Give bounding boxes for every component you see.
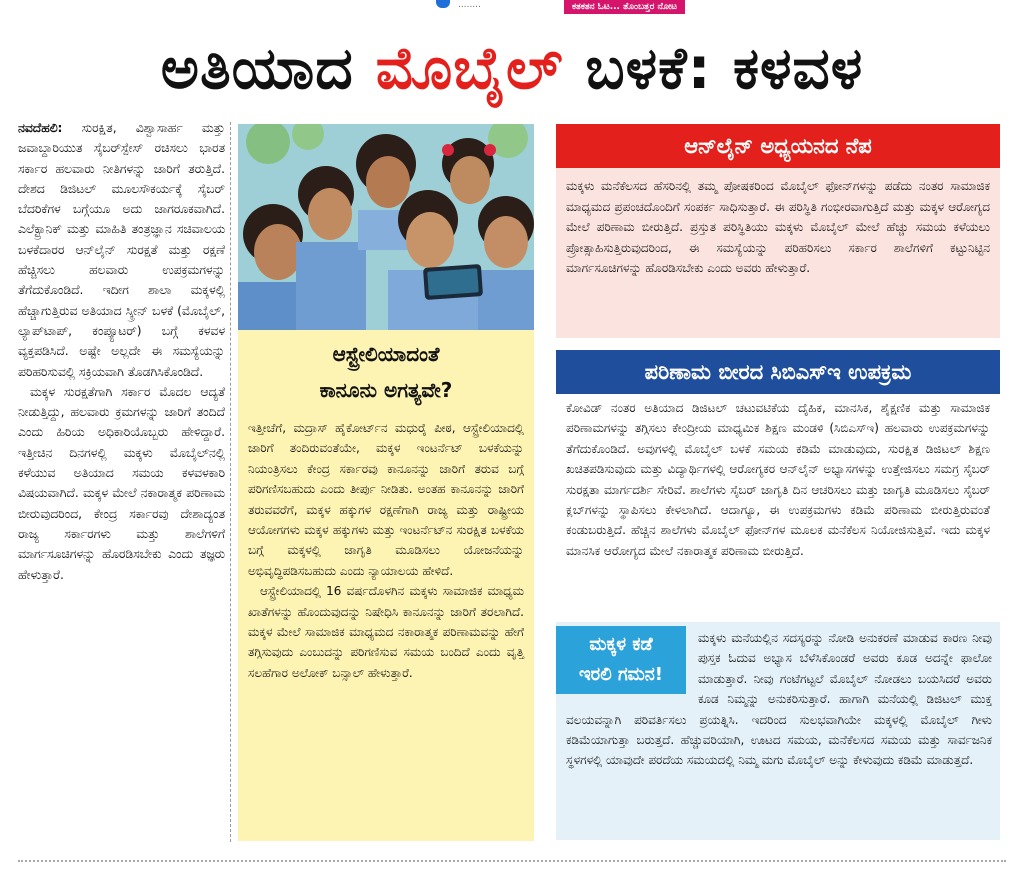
dateline: ನವದೆಹಲಿ:	[18, 121, 63, 135]
schoolgirls-with-phone-photo	[238, 124, 534, 330]
sidebar-body	[248, 418, 524, 683]
page-bottom-divider	[18, 860, 1006, 862]
sidebar-heading	[238, 336, 534, 408]
attention-children-box	[556, 622, 1000, 840]
top-small-text: ........	[458, 0, 481, 10]
sidebar-para-1: ಇತ್ತೀಚೆಗೆ, ಮದ್ರಾಸ್ ಹೈಕೋರ್ಟ್‌ನ ಮಧುರೈ ಪೀಠ, ಆಸ್ಟ್ರೇಲಿಯಾದಲ್ಲಿ ಜಾರಿಗೆ ತಂದಿರುವಂತೆಯೇ, ಮಕ್ಕಳ ಇಂಟರ್ನೆಟ್ ಬಳಕೆಯನ್ನು ನಿಯಂತ್ರಿಸಲು ಕೇಂದ್ರ ಸರ್ಕಾರವು ಕಾನೂನನ್ನು ಜಾರಿಗೆ ತರುವ ಬಗ್ಗೆ ಪರಿಗಣಿಸಬಹುದು ಎಂದು ತೀರ್ಪು ನೀಡಿತು. ಅಂತಹ ಕಾನೂನನ್ನು ಜಾರಿಗೆ ತರುವವರೆಗೆ, ಮಕ್ಕಳ ಹಕ್ಕುಗಳ ರಕ್ಷಣೆಗಾಗಿ ರಾಜ್ಯ ಮತ್ತು ರಾಷ್ಟ್ರೀಯ ಆಯೋಗಗಳು ಮಕ್ಕಳ ಹಕ್ಕುಗಳು ಮತ್ತು ಇಂಟರ್ನೆಟ್‌ನ ಸುರಕ್ಷಿತ ಬಳಕೆಯ ಬಗ್ಗೆ ಮಕ್ಕಳಲ್ಲಿ ಜಾಗೃತಿ ಮೂಡಿಸಲು ಯೋಜನೆಯನ್ನು ಅಭಿವೃದ್ಧಿಪಡಿಸಬಹುದು ಎಂದು ನ್ಯಾಯಾಲಯ ಹೇಳಿದೆ.	[248, 421, 524, 578]
online-study-heading: ಆನ್‌ಲೈನ್ ಅಧ್ಯಯನದ ನೆಪ	[556, 124, 1000, 168]
sidebar-heading-line-1: ಆಸ್ಟ್ರೇಲಿಯಾದಂತೆ	[332, 342, 440, 366]
australia-law-sidebar	[238, 330, 534, 841]
headline-part-1: ಅತಿಯಾದ	[160, 33, 354, 102]
online-study-body: ಮಕ್ಕಳು ಮನೆಕೆಲಸದ ಹೆಸರಿನಲ್ಲಿ ತಮ್ಮ ಪೋಷಕರಿಂದ ಮೊಬೈಲ್ ಫೋನ್‌ಗಳನ್ನು ಪಡೆದು ನಂತರ ಸಾಮಾಜಿಕ ಮಾಧ್ಯಮದ ಪ್ರಪಂಚದೊಂದಿಗೆ ಸಂಪರ್ಕ ಸಾಧಿಸುತ್ತಾರೆ. ಈ ಪರಿಸ್ಥಿತಿ ಗಂಭೀರವಾಗುತ್ತಿದೆ ಮತ್ತು ಮಕ್ಕಳ ಆರೋಗ್ಯದ ಮೇಲೆ ಪರಿಣಾಮ ಬೀರುತ್ತಿದೆ. ಪ್ರಸ್ತುತ ಪರಿಸ್ಥಿತಿಯು ಮಕ್ಕಳು ಮೊಬೈಲ್ ಮೇಲೆ ಹೆಚ್ಚು ಸಮಯ ಕಳೆಯಲು ಪ್ರೋತ್ಸಾಹಿಸುತ್ತಿರುವುದರಿಂದ, ಈ ಸಮಸ್ಯೆಯನ್ನು ಪರಿಹರಿಸಲು ಸರ್ಕಾರ ಶಾಲೆಗಳಿಗೆ ಕಟ್ಟುನಿಟ್ಟಿನ ಮಾರ್ಗಸೂಚಿಗಳನ್ನು ಹೊರಡಿಸಬೇಕು ಎಂದು ಅವರು ಹೇಳುತ್ತಾರೆ.	[556, 168, 1000, 338]
attention-tab-line-1: ಮಕ್ಕಳ ಕಡೆ	[589, 634, 653, 655]
anniversary-tag: ಕತಕತನ ಓಟ... ತೊಂಬತ್ತರ ನೋಟ	[564, 0, 685, 14]
attention-text: ಮಕ್ಕಳು ಮನೆಯಲ್ಲಿನ ಸದಸ್ಯರನ್ನು ನೋಡಿ ಅನುಕರಣೆ ಮಾಡುವ ಕಾರಣ ನೀವು ಪುಸ್ತಕ ಓದುವ ಅಭ್ಯಾಸ ಬೆಳೆಸಿಕೊಂಡರೆ ಅವರು ಕೂಡ ಅದನ್ನೇ ಫಾಲೋ ಮಾಡುತ್ತಾರೆ. ನೀವು ಗಂಟೆಗಟ್ಟಲೆ ಮೊಬೈಲ್ ನೋಡಲು ಬಯಸಿದರೆ ಅವರು ಕೂಡ ನಿಮ್ಮನ್ನು ಅನುಕರಿಸುತ್ತಾರೆ. ಹಾಗಾಗಿ ಮನೆಯಲ್ಲಿ ಡಿಜಿಟಲ್ ಮುಕ್ತ ವಲಯವನ್ನಾಗಿ ಪರಿವರ್ತಿಸಲು ಪ್ರಯತ್ನಿಸಿ. ಇದರಿಂದ ಸುಲಭವಾಗಿಯೇ ಮಕ್ಕಳಲ್ಲಿ ಮೊಬೈಲ್ ಗೀಳು ಕಡಿಮೆಯಾಗುತ್ತಾ ಬರುತ್ತದೆ. ಹೆಚ್ಚುವರಿಯಾಗಿ, ಊಟದ ಸಮಯ, ಮನೆಕೆಲಸದ ಸಮಯ ಮತ್ತು ಸಾರ್ವಜನಿಕ ಸ್ಥಳಗಳಲ್ಲಿ ಯಾವುದೇ ಪರದೆಯ ಸಮಯದಲ್ಲಿ ನಿಮ್ಮ ಮಗು ಮೊಬೈಲ್ ಅನ್ನು ಕೇಳುವುದು ಕಡಿಮೆ ಮಾಡುತ್ತದೆ.	[566, 631, 992, 768]
main-headline	[12, 22, 1012, 114]
sidebar-para-2: ಆಸ್ಟ್ರೇಲಿಯಾದಲ್ಲಿ 16 ವರ್ಷದೊಳಗಿನ ಮಕ್ಕಳು ಸಾಮಾಜಿಕ ಮಾಧ್ಯಮ ಖಾತೆಗಳನ್ನು ಹೊಂದುವುದನ್ನು ನಿಷೇಧಿಸಿ ಕಾನೂನನ್ನು ಜಾರಿಗೆ ತರಲಾಗಿದೆ. ಮಕ್ಕಳ ಮೇಲೆ ಸಾಮಾಜಿಕ ಮಾಧ್ಯಮದ ನಕಾರಾತ್ಮಕ ಪರಿಣಾಮವನ್ನು ಹೇಗೆ ತಗ್ಗಿಸುವುದು ಎಂಬುದನ್ನು ಪರಿಗಣಿಸುವ ಸಮಯ ಬಂದಿದೆ ಎಂದು ವೃತ್ತಿ ಸಲಹೆಗಾರ ಅಲೋಕ್ ಬನ್ಸಾಲ್ ಹೇಳುತ್ತಾರೆ.	[248, 584, 524, 680]
attention-tab-line-2: ಇರಲಿ ಗಮನ!	[578, 664, 664, 685]
headline-part-2-highlight: ಮೊಬೈಲ್	[375, 33, 564, 102]
main-article-column	[18, 118, 225, 585]
cbse-initiative-heading: ಪರಿಣಾಮ ಬೀರದ ಸಿಬಿಎಸ್‌ಇ ಉಪಕ್ರಮ	[556, 350, 1000, 394]
newspaper-logo-icon	[436, 0, 450, 8]
headline-part-3: ಬಳಕೆ: ಕಳವಳ	[585, 33, 864, 102]
sidebar-heading-line-2: ಕಾನೂನು ಅಗತ್ಯವೇ?	[319, 378, 453, 402]
article-para-1-text: ಸುರಕ್ಷಿತ, ವಿಶ್ವಾಸಾರ್ಹ ಮತ್ತು ಜವಾಬ್ದಾರಿಯುತ ಸೈಬರ್‌ಸ್ಪೇಸ್ ರಚಿಸಲು ಭಾರತ ಸರ್ಕಾರ ಹಲವಾರು ನೀತಿಗಳನ್ನು ಜಾರಿಗೆ ತರುತ್ತಿದೆ. ದೇಶದ ಡಿಜಿಟಲ್ ಮೂಲಸೌಕರ್ಯಕ್ಕೆ ಸೈಬರ್ ಬೆದರಿಕೆಗಳ ಬಗ್ಗೆಯೂ ಅದು ಜಾಗರೂಕವಾಗಿದೆ. ಎಲೆಕ್ಟ್ರಾನಿಕ್ ಮತ್ತು ಮಾಹಿತಿ ತಂತ್ರಜ್ಞಾನ ಸಚಿವಾಲಯ ಬಳಕೆದಾರರ ಆನ್‌ಲೈನ್ ಸುರಕ್ಷತೆ ಮತ್ತು ರಕ್ಷಣೆ ಹೆಚ್ಚಿಸಲು ಹಲವಾರು ಉಪಕ್ರಮಗಳನ್ನು ತೆಗೆದುಕೊಂಡಿದೆ. ಇದೀಗ ಶಾಲಾ ಮಕ್ಕಳಲ್ಲಿ ಹೆಚ್ಚಾಗುತ್ತಿರುವ ಅತಿಯಾದ ಸ್ಕ್ರೀನ್ ಬಳಕೆ (ಮೊಬೈಲ್, ಲ್ಯಾಪ್‌ಟಾಪ್, ಕಂಪ್ಯೂಟರ್) ಬಗ್ಗೆ ಕಳವಳ ವ್ಯಕ್ತಪಡಿಸಿದೆ. ಅಷ್ಟೇ ಅಲ್ಲದೇ ಈ ಸಮಸ್ಯೆಯನ್ನು ಪರಿಹರಿಸುವಲ್ಲಿ ಸಕ್ರಿಯವಾಗಿ ತೊಡಗಿಸಿಕೊಂಡಿದೆ.	[18, 121, 225, 379]
article-para-1	[18, 118, 225, 382]
top-strip	[0, 0, 1024, 16]
attention-body	[566, 628, 992, 771]
article-para-2: ಮಕ್ಕಳ ಸುರಕ್ಷತೆಗಾಗಿ ಸರ್ಕಾರ ಮೊದಲ ಆದ್ಯತೆ ನೀಡುತ್ತಿದ್ದು, ಹಲವಾರು ಕ್ರಮಗಳನ್ನು ಜಾರಿಗೆ ತಂದಿದೆ ಎಂದು ಹಿರಿಯ ಅಧಿಕಾರಿಯೊಬ್ಬರು ಹೇಳಿದ್ದಾರೆ. ಇತ್ತೀಚಿನ ದಿನಗಳಲ್ಲಿ ಮಕ್ಕಳು ಮೊಬೈಲ್‌ನಲ್ಲಿ ಕಳೆಯುವ ಅತಿಯಾದ ಸಮಯ ಕಳವಳಕಾರಿ ವಿಷಯವಾಗಿದೆ. ಮಕ್ಕಳ ಮೇಲೆ ನಕಾರಾತ್ಮಕ ಪರಿಣಾಮ ಬೀರುವುದರಿಂದ, ಕೇಂದ್ರ ಸರ್ಕಾರವು ದೇಶಾದ್ಯಂತ ರಾಜ್ಯ ಸರ್ಕಾರಗಳು ಮತ್ತು ಶಾಲೆಗಳಿಗೆ ಮಾರ್ಗಸೂಚಿಗಳನ್ನು ಹೊರಡಿಸಬೇಕು ಎಂದು ತಜ್ಞರು ಹೇಳುತ್ತಾರೆ.	[18, 384, 225, 582]
cbse-initiative-body: ಕೋವಿಡ್ ನಂತರ ಅತಿಯಾದ ಡಿಜಿಟಲ್ ಚಟುವಟಿಕೆಯ ದೈಹಿಕ, ಮಾನಸಿಕ, ಶೈಕ್ಷಣಿಕ ಮತ್ತು ಸಾಮಾಜಿಕ ಪರಿಣಾಮಗಳನ್ನು ತಗ್ಗಿಸಲು ಕೇಂದ್ರೀಯ ಮಾಧ್ಯಮಿಕ ಶಿಕ್ಷಣ ಮಂಡಳಿ (ಸಿಬಿಎಸ್‌ಇ) ಹಲವಾರು ಉಪಕ್ರಮಗಳನ್ನು ತೆಗೆದುಕೊಂಡಿದೆ. ಅವುಗಳಲ್ಲಿ ಮೊಬೈಲ್ ಬಳಕೆ ಸಮಯ ಕಡಿಮೆ ಮಾಡುವುದು, ಸುರಕ್ಷಿತ ಡಿಜಿಟಲ್ ಶಿಕ್ಷಣ ಖಚಿತಪಡಿಸುವುದು ಮತ್ತು ವಿದ್ಯಾರ್ಥಿಗಳಲ್ಲಿ ಆರೋಗ್ಯಕರ ಆನ್‌ಲೈನ್ ಅಭ್ಯಾಸಗಳನ್ನು ಉತ್ತೇಜಿಸಲು ಸಮಗ್ರ ಸೈಬರ್ ಸುರಕ್ಷತಾ ಮಾರ್ಗದರ್ಶಿ ಸೇರಿವೆ. ಶಾಲೆಗಳು ಸೈಬರ್ ಜಾಗೃತಿ ದಿನ ಆಚರಿಸಲು ಮತ್ತು ಜಾಗೃತಿ ಮೂಡಿಸಲು ಸೈಬರ್ ಕ್ಲಬ್‌ಗಳನ್ನು ಸ್ಥಾಪಿಸಲು ಕೇಳಲಾಗಿದೆ. ಆದಾಗ್ಯೂ, ಈ ಉಪಕ್ರಮಗಳು ಕಡಿಮೆ ಪರಿಣಾಮ ಬೀರುತ್ತಿರುವಂತೆ ಕಂಡುಬರುತ್ತಿದೆ. ಹೆಚ್ಚಿನ ಶಾಲೆಗಳು ಮೊಬೈಲ್ ಫೋನ್‌ಗಳ ಮೂಲಕ ಮನೆಕೆಲಸ ನಿಯೋಜಿಸುತ್ತಿವೆ. ಇದು ಮಕ್ಕಳ ಮಾನಸಿಕ ಆರೋಗ್ಯದ ಮೇಲೆ ನಕಾರಾತ್ಮಕ ಪರಿಣಾಮ ಬೀರುತ್ತಿದೆ.	[566, 401, 990, 558]
photo-illustration	[238, 124, 534, 330]
column-divider	[230, 122, 231, 842]
